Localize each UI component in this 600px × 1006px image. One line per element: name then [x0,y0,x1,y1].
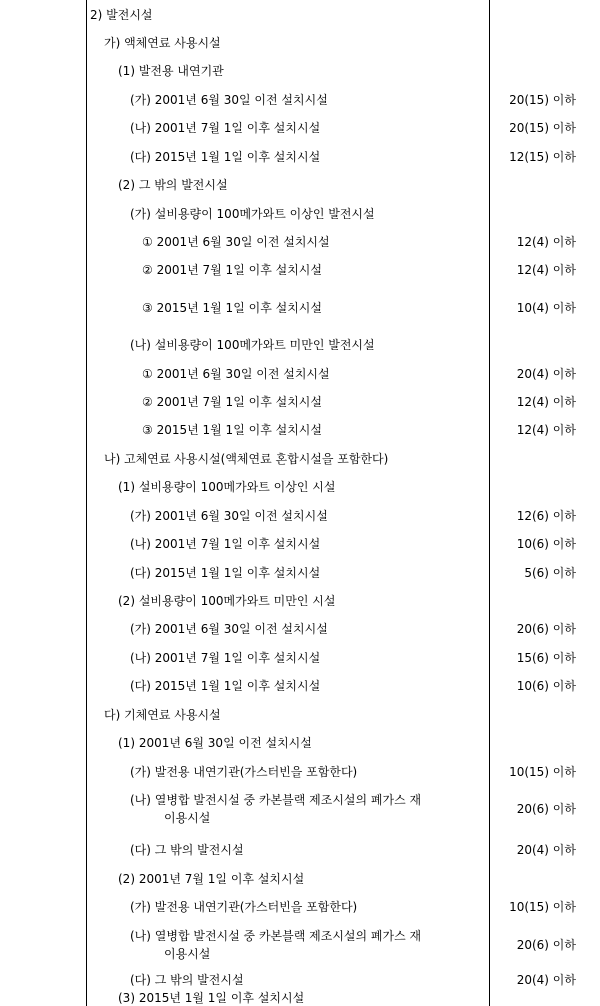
row-value: 20(4) 이하 [516,367,576,381]
row-label: (나) 2001년 7월 1일 이후 설치시설 [130,651,321,665]
row-value: 20(4) 이하 [516,973,576,987]
row-label: (나) 설비용량이 100메가와트 미만인 발전시설 [130,338,375,352]
row-label: (가) 발전용 내연기관(가스터빈을 포함한다) [130,765,358,779]
row-label: (가) 2001년 6월 30일 이전 설치시설 [130,93,328,107]
table-left-border [86,0,87,1006]
row-label: (1) 발전용 내연기관 [118,64,224,78]
row-label: (나) 열병합 발전시설 중 카본블랙 제조시설의 폐가스 재 [130,929,422,943]
row-value: 12(4) 이하 [516,395,576,409]
row-label: ② 2001년 7월 1일 이후 설치시설 [142,395,322,409]
row-label: (다) 2015년 1월 1일 이후 설치시설 [130,150,321,164]
row-value: 12(4) 이하 [516,235,576,249]
row-label: (1) 2001년 6월 30일 이전 설치시설 [118,736,312,750]
row-label: (나) 2001년 7월 1일 이후 설치시설 [130,537,321,551]
row-value: 10(6) 이하 [516,537,576,551]
row-label: ③ 2015년 1월 1일 이후 설치시설 [142,301,322,315]
row-label: (2) 그 밖의 발전시설 [118,178,228,192]
row-label: (다) 그 밖의 발전시설 [130,843,244,857]
row-value: 20(15) 이하 [509,121,576,135]
row-value: 12(4) 이하 [516,263,576,277]
column-divider [489,0,490,1006]
row-value: 20(15) 이하 [509,93,576,107]
row-label: ③ 2015년 1월 1일 이후 설치시설 [142,423,322,437]
row-value: 10(15) 이하 [509,900,576,914]
row-value: 10(6) 이하 [516,679,576,693]
row-value: 20(4) 이하 [516,843,576,857]
row-value: 10(4) 이하 [516,301,576,315]
row-value: 15(6) 이하 [516,651,576,665]
row-label: (3) 2015년 1월 1일 이후 설치시설 [118,991,305,1005]
row-label: (가) 설비용량이 100메가와트 이상인 발전시설 [130,207,375,221]
row-label: ① 2001년 6월 30일 이전 설치시설 [142,235,330,249]
row-label: ② 2001년 7월 1일 이후 설치시설 [142,263,322,277]
row-value: 10(15) 이하 [509,765,576,779]
row-label: (다) 2015년 1월 1일 이후 설치시설 [130,679,321,693]
row-label: (2) 2001년 7월 1일 이후 설치시설 [118,872,305,886]
row-label: 2) 발전시설 [90,8,153,22]
row-label: (다) 그 밖의 발전시설 [130,973,244,987]
row-label: (가) 2001년 6월 30일 이전 설치시설 [130,622,328,636]
row-label-continued: 이용시설 [164,811,211,825]
row-label-continued: 이용시설 [164,947,211,961]
row-value: 12(6) 이하 [516,509,576,523]
row-label: 나) 고체연료 사용시설(액체연료 혼합시설을 포함한다) [104,452,389,466]
row-value: 20(6) 이하 [516,938,576,952]
row-label: (2) 설비용량이 100메가와트 미만인 시설 [118,594,336,608]
row-label: (다) 2015년 1월 1일 이후 설치시설 [130,566,321,580]
row-label: (가) 2001년 6월 30일 이전 설치시설 [130,509,328,523]
row-value: 12(4) 이하 [516,423,576,437]
row-value: 20(6) 이하 [516,802,576,816]
row-value: 5(6) 이하 [524,566,576,580]
row-label: (나) 열병합 발전시설 중 카본블랙 제조시설의 폐가스 재 [130,793,422,807]
row-value: 20(6) 이하 [516,622,576,636]
row-label: 가) 액체연료 사용시설 [104,36,221,50]
row-label: 다) 기체연료 사용시설 [104,708,221,722]
row-label: (나) 2001년 7월 1일 이후 설치시설 [130,121,321,135]
row-label: (가) 발전용 내연기관(가스터빈을 포함한다) [130,900,358,914]
row-label: ① 2001년 6월 30일 이전 설치시설 [142,367,330,381]
row-value: 12(15) 이하 [509,150,576,164]
row-label: (1) 설비용량이 100메가와트 이상인 시설 [118,480,336,494]
